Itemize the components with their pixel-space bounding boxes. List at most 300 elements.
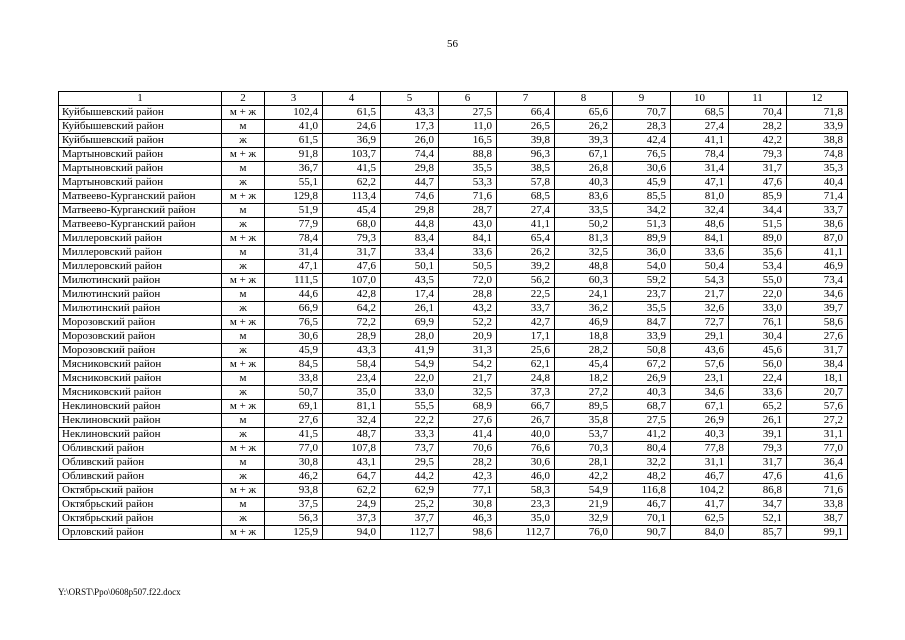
value-cell: 45,9 bbox=[613, 176, 671, 190]
value-cell: 37,5 bbox=[265, 498, 323, 512]
value-cell: 65,4 bbox=[497, 232, 555, 246]
value-cell: 18,2 bbox=[555, 372, 613, 386]
value-cell: 33,7 bbox=[497, 302, 555, 316]
value-cell: 129,8 bbox=[265, 190, 323, 204]
value-cell: 90,7 bbox=[613, 526, 671, 540]
value-cell: 59,2 bbox=[613, 274, 671, 288]
column-header-7: 7 bbox=[497, 92, 555, 106]
district-name-cell: Неклиновский район bbox=[59, 428, 222, 442]
table-row bbox=[59, 218, 848, 232]
value-cell: 38,4 bbox=[787, 358, 848, 372]
table-row bbox=[59, 302, 848, 316]
value-cell: 39,7 bbox=[787, 302, 848, 316]
value-cell: 68,5 bbox=[671, 106, 729, 120]
value-cell: 36,2 bbox=[555, 302, 613, 316]
value-cell: 46,9 bbox=[555, 316, 613, 330]
column-header-1: 1 bbox=[59, 92, 222, 106]
value-cell: 77,0 bbox=[265, 442, 323, 456]
sex-cell: м bbox=[222, 204, 265, 218]
value-cell: 34,6 bbox=[671, 386, 729, 400]
value-cell: 86,8 bbox=[729, 484, 787, 498]
value-cell: 77,9 bbox=[265, 218, 323, 232]
value-cell: 57,8 bbox=[497, 176, 555, 190]
value-cell: 45,6 bbox=[729, 344, 787, 358]
value-cell: 33,6 bbox=[671, 246, 729, 260]
district-name-cell: Миллеровский район bbox=[59, 260, 222, 274]
value-cell: 42,4 bbox=[613, 134, 671, 148]
column-header-12: 12 bbox=[787, 92, 848, 106]
value-cell: 27,4 bbox=[671, 120, 729, 134]
sex-cell: ж bbox=[222, 260, 265, 274]
value-cell: 38,8 bbox=[787, 134, 848, 148]
district-name-cell: Куйбышевский район bbox=[59, 120, 222, 134]
column-header-4: 4 bbox=[323, 92, 381, 106]
value-cell: 28,7 bbox=[439, 204, 497, 218]
table-row bbox=[59, 204, 848, 218]
value-cell: 55,1 bbox=[265, 176, 323, 190]
value-cell: 76,6 bbox=[497, 442, 555, 456]
district-name-cell: Октябрьский район bbox=[59, 498, 222, 512]
value-cell: 40,4 bbox=[787, 176, 848, 190]
value-cell: 67,1 bbox=[671, 400, 729, 414]
value-cell: 47,6 bbox=[729, 470, 787, 484]
value-cell: 22,4 bbox=[729, 372, 787, 386]
value-cell: 58,6 bbox=[787, 316, 848, 330]
value-cell: 56,0 bbox=[729, 358, 787, 372]
value-cell: 24,9 bbox=[323, 498, 381, 512]
value-cell: 22,0 bbox=[381, 372, 439, 386]
value-cell: 67,1 bbox=[555, 148, 613, 162]
sex-cell: м bbox=[222, 414, 265, 428]
table-row bbox=[59, 316, 848, 330]
sex-cell: м bbox=[222, 288, 265, 302]
value-cell: 57,6 bbox=[787, 400, 848, 414]
value-cell: 44,2 bbox=[381, 470, 439, 484]
value-cell: 46,0 bbox=[497, 470, 555, 484]
value-cell: 27,2 bbox=[555, 386, 613, 400]
column-header-6: 6 bbox=[439, 92, 497, 106]
sex-cell: м bbox=[222, 372, 265, 386]
sex-cell: ж bbox=[222, 512, 265, 526]
value-cell: 99,1 bbox=[787, 526, 848, 540]
value-cell: 45,4 bbox=[555, 358, 613, 372]
value-cell: 51,3 bbox=[613, 218, 671, 232]
table-row bbox=[59, 162, 848, 176]
value-cell: 94,0 bbox=[323, 526, 381, 540]
value-cell: 46,7 bbox=[671, 470, 729, 484]
value-cell: 16,5 bbox=[439, 134, 497, 148]
column-header-5: 5 bbox=[381, 92, 439, 106]
value-cell: 43,3 bbox=[381, 106, 439, 120]
value-cell: 44,6 bbox=[265, 288, 323, 302]
value-cell: 27,2 bbox=[787, 414, 848, 428]
value-cell: 17,4 bbox=[381, 288, 439, 302]
value-cell: 33,4 bbox=[381, 246, 439, 260]
value-cell: 31,7 bbox=[729, 162, 787, 176]
value-cell: 36,0 bbox=[613, 246, 671, 260]
value-cell: 33,7 bbox=[787, 204, 848, 218]
sex-cell: м + ж bbox=[222, 148, 265, 162]
value-cell: 77,8 bbox=[671, 442, 729, 456]
sex-cell: м + ж bbox=[222, 232, 265, 246]
value-cell: 32,4 bbox=[671, 204, 729, 218]
value-cell: 104,2 bbox=[671, 484, 729, 498]
value-cell: 33,3 bbox=[381, 428, 439, 442]
value-cell: 11,0 bbox=[439, 120, 497, 134]
district-name-cell: Обливский район bbox=[59, 442, 222, 456]
value-cell: 45,9 bbox=[265, 344, 323, 358]
value-cell: 18,8 bbox=[555, 330, 613, 344]
value-cell: 17,3 bbox=[381, 120, 439, 134]
value-cell: 50,8 bbox=[613, 344, 671, 358]
value-cell: 22,5 bbox=[497, 288, 555, 302]
value-cell: 79,3 bbox=[729, 442, 787, 456]
district-name-cell: Мясниковский район bbox=[59, 372, 222, 386]
value-cell: 41,1 bbox=[497, 218, 555, 232]
table-row bbox=[59, 400, 848, 414]
value-cell: 41,4 bbox=[439, 428, 497, 442]
value-cell: 25,6 bbox=[497, 344, 555, 358]
table-row bbox=[59, 428, 848, 442]
value-cell: 81,0 bbox=[671, 190, 729, 204]
value-cell: 113,4 bbox=[323, 190, 381, 204]
district-name-cell: Мартыновский район bbox=[59, 148, 222, 162]
value-cell: 46,3 bbox=[439, 512, 497, 526]
sex-cell: ж bbox=[222, 428, 265, 442]
value-cell: 40,0 bbox=[497, 428, 555, 442]
value-cell: 26,7 bbox=[497, 414, 555, 428]
value-cell: 52,2 bbox=[439, 316, 497, 330]
value-cell: 61,5 bbox=[323, 106, 381, 120]
value-cell: 26,9 bbox=[671, 414, 729, 428]
value-cell: 87,0 bbox=[787, 232, 848, 246]
value-cell: 68,7 bbox=[613, 400, 671, 414]
value-cell: 43,5 bbox=[381, 274, 439, 288]
value-cell: 79,3 bbox=[323, 232, 381, 246]
value-cell: 55,0 bbox=[729, 274, 787, 288]
value-cell: 69,9 bbox=[381, 316, 439, 330]
district-name-cell: Миллеровский район bbox=[59, 232, 222, 246]
value-cell: 29,5 bbox=[381, 456, 439, 470]
value-cell: 40,3 bbox=[555, 176, 613, 190]
footer-file-path: Y:\ORST\Ppo\0608p507.f22.docx bbox=[58, 587, 181, 597]
district-name-cell: Матвеево-Курганский район bbox=[59, 204, 222, 218]
value-cell: 31,4 bbox=[671, 162, 729, 176]
value-cell: 24,8 bbox=[497, 372, 555, 386]
value-cell: 38,6 bbox=[787, 218, 848, 232]
value-cell: 43,2 bbox=[439, 302, 497, 316]
value-cell: 31,7 bbox=[729, 456, 787, 470]
sex-cell: м bbox=[222, 498, 265, 512]
table-row bbox=[59, 470, 848, 484]
value-cell: 77,0 bbox=[787, 442, 848, 456]
table-row bbox=[59, 330, 848, 344]
district-name-cell: Обливский район bbox=[59, 456, 222, 470]
value-cell: 96,3 bbox=[497, 148, 555, 162]
value-cell: 24,6 bbox=[323, 120, 381, 134]
value-cell: 85,7 bbox=[729, 526, 787, 540]
value-cell: 66,4 bbox=[497, 106, 555, 120]
value-cell: 41,7 bbox=[671, 498, 729, 512]
value-cell: 31,4 bbox=[265, 246, 323, 260]
value-cell: 50,5 bbox=[439, 260, 497, 274]
table-row bbox=[59, 176, 848, 190]
value-cell: 41,1 bbox=[671, 134, 729, 148]
sex-cell: м + ж bbox=[222, 484, 265, 498]
value-cell: 35,5 bbox=[439, 162, 497, 176]
value-cell: 60,3 bbox=[555, 274, 613, 288]
table-row bbox=[59, 414, 848, 428]
value-cell: 89,5 bbox=[555, 400, 613, 414]
value-cell: 111,5 bbox=[265, 274, 323, 288]
value-cell: 35,8 bbox=[555, 414, 613, 428]
value-cell: 27,5 bbox=[439, 106, 497, 120]
value-cell: 51,9 bbox=[265, 204, 323, 218]
district-name-cell: Морозовский район bbox=[59, 316, 222, 330]
value-cell: 30,6 bbox=[613, 162, 671, 176]
value-cell: 43,6 bbox=[671, 344, 729, 358]
district-name-cell: Мясниковский район bbox=[59, 358, 222, 372]
value-cell: 56,2 bbox=[497, 274, 555, 288]
value-cell: 32,5 bbox=[439, 386, 497, 400]
value-cell: 35,6 bbox=[729, 246, 787, 260]
column-header-9: 9 bbox=[613, 92, 671, 106]
value-cell: 73,4 bbox=[787, 274, 848, 288]
value-cell: 70,4 bbox=[729, 106, 787, 120]
value-cell: 54,2 bbox=[439, 358, 497, 372]
value-cell: 81,3 bbox=[555, 232, 613, 246]
district-name-cell: Неклиновский район bbox=[59, 400, 222, 414]
table-row bbox=[59, 246, 848, 260]
value-cell: 66,9 bbox=[265, 302, 323, 316]
value-cell: 18,1 bbox=[787, 372, 848, 386]
value-cell: 46,7 bbox=[613, 498, 671, 512]
value-cell: 34,6 bbox=[787, 288, 848, 302]
value-cell: 71,6 bbox=[787, 484, 848, 498]
value-cell: 39,8 bbox=[497, 134, 555, 148]
district-name-cell: Обливский район bbox=[59, 470, 222, 484]
value-cell: 68,9 bbox=[439, 400, 497, 414]
value-cell: 30,6 bbox=[265, 330, 323, 344]
sex-cell: м + ж bbox=[222, 358, 265, 372]
value-cell: 17,1 bbox=[497, 330, 555, 344]
value-cell: 37,7 bbox=[381, 512, 439, 526]
sex-cell: м + ж bbox=[222, 274, 265, 288]
value-cell: 47,1 bbox=[265, 260, 323, 274]
table-row bbox=[59, 120, 848, 134]
value-cell: 80,4 bbox=[613, 442, 671, 456]
value-cell: 34,2 bbox=[613, 204, 671, 218]
value-cell: 31,3 bbox=[439, 344, 497, 358]
value-cell: 22,2 bbox=[381, 414, 439, 428]
header-row bbox=[59, 92, 848, 106]
value-cell: 26,9 bbox=[613, 372, 671, 386]
table-row bbox=[59, 358, 848, 372]
value-cell: 46,9 bbox=[787, 260, 848, 274]
table-row bbox=[59, 484, 848, 498]
value-cell: 48,6 bbox=[671, 218, 729, 232]
value-cell: 26,1 bbox=[381, 302, 439, 316]
table-row bbox=[59, 386, 848, 400]
value-cell: 29,8 bbox=[381, 162, 439, 176]
district-name-cell: Куйбышевский район bbox=[59, 134, 222, 148]
value-cell: 88,8 bbox=[439, 148, 497, 162]
value-cell: 48,2 bbox=[613, 470, 671, 484]
table-row bbox=[59, 274, 848, 288]
value-cell: 36,7 bbox=[265, 162, 323, 176]
value-cell: 77,1 bbox=[439, 484, 497, 498]
value-cell: 50,2 bbox=[555, 218, 613, 232]
value-cell: 85,9 bbox=[729, 190, 787, 204]
value-cell: 42,7 bbox=[497, 316, 555, 330]
value-cell: 64,2 bbox=[323, 302, 381, 316]
table-body bbox=[59, 106, 848, 540]
value-cell: 66,7 bbox=[497, 400, 555, 414]
value-cell: 24,1 bbox=[555, 288, 613, 302]
sex-cell: ж bbox=[222, 344, 265, 358]
value-cell: 73,7 bbox=[381, 442, 439, 456]
district-name-cell: Матвеево-Курганский район bbox=[59, 218, 222, 232]
district-name-cell: Морозовский район bbox=[59, 330, 222, 344]
value-cell: 70,7 bbox=[613, 106, 671, 120]
value-cell: 50,4 bbox=[671, 260, 729, 274]
value-cell: 21,9 bbox=[555, 498, 613, 512]
value-cell: 81,1 bbox=[323, 400, 381, 414]
value-cell: 70,3 bbox=[555, 442, 613, 456]
value-cell: 38,7 bbox=[787, 512, 848, 526]
table-row bbox=[59, 456, 848, 470]
value-cell: 41,6 bbox=[787, 470, 848, 484]
value-cell: 84,7 bbox=[613, 316, 671, 330]
value-cell: 79,3 bbox=[729, 148, 787, 162]
value-cell: 26,5 bbox=[497, 120, 555, 134]
value-cell: 40,3 bbox=[671, 428, 729, 442]
value-cell: 64,7 bbox=[323, 470, 381, 484]
value-cell: 48,8 bbox=[555, 260, 613, 274]
value-cell: 78,4 bbox=[671, 148, 729, 162]
value-cell: 53,3 bbox=[439, 176, 497, 190]
value-cell: 54,0 bbox=[613, 260, 671, 274]
value-cell: 36,9 bbox=[323, 134, 381, 148]
sex-cell: м bbox=[222, 120, 265, 134]
value-cell: 107,8 bbox=[323, 442, 381, 456]
value-cell: 78,4 bbox=[265, 232, 323, 246]
value-cell: 26,2 bbox=[497, 246, 555, 260]
sex-cell: м bbox=[222, 246, 265, 260]
value-cell: 44,8 bbox=[381, 218, 439, 232]
sex-cell: ж bbox=[222, 386, 265, 400]
value-cell: 47,6 bbox=[323, 260, 381, 274]
value-cell: 28,9 bbox=[323, 330, 381, 344]
value-cell: 42,8 bbox=[323, 288, 381, 302]
value-cell: 67,2 bbox=[613, 358, 671, 372]
district-name-cell: Миллеровский район bbox=[59, 246, 222, 260]
value-cell: 26,8 bbox=[555, 162, 613, 176]
value-cell: 32,2 bbox=[613, 456, 671, 470]
value-cell: 41,2 bbox=[613, 428, 671, 442]
value-cell: 89,0 bbox=[729, 232, 787, 246]
value-cell: 74,4 bbox=[381, 148, 439, 162]
value-cell: 50,1 bbox=[381, 260, 439, 274]
value-cell: 33,0 bbox=[381, 386, 439, 400]
value-cell: 31,7 bbox=[323, 246, 381, 260]
value-cell: 112,7 bbox=[497, 526, 555, 540]
value-cell: 31,7 bbox=[787, 344, 848, 358]
value-cell: 91,8 bbox=[265, 148, 323, 162]
value-cell: 42,3 bbox=[439, 470, 497, 484]
table-row bbox=[59, 442, 848, 456]
value-cell: 26,2 bbox=[555, 120, 613, 134]
sex-cell: ж bbox=[222, 134, 265, 148]
value-cell: 29,8 bbox=[381, 204, 439, 218]
district-name-cell: Матвеево-Курганский район bbox=[59, 190, 222, 204]
table-row bbox=[59, 526, 848, 540]
value-cell: 32,4 bbox=[323, 414, 381, 428]
value-cell: 37,3 bbox=[323, 512, 381, 526]
value-cell: 74,8 bbox=[787, 148, 848, 162]
value-cell: 58,4 bbox=[323, 358, 381, 372]
value-cell: 32,5 bbox=[555, 246, 613, 260]
value-cell: 39,2 bbox=[497, 260, 555, 274]
value-cell: 112,7 bbox=[381, 526, 439, 540]
value-cell: 30,4 bbox=[729, 330, 787, 344]
value-cell: 42,2 bbox=[555, 470, 613, 484]
sex-cell: м + ж bbox=[222, 106, 265, 120]
value-cell: 84,1 bbox=[439, 232, 497, 246]
value-cell: 116,8 bbox=[613, 484, 671, 498]
value-cell: 33,8 bbox=[265, 372, 323, 386]
value-cell: 33,0 bbox=[729, 302, 787, 316]
statistics-table bbox=[58, 91, 848, 540]
sex-cell: ж bbox=[222, 302, 265, 316]
value-cell: 61,5 bbox=[265, 134, 323, 148]
value-cell: 76,5 bbox=[613, 148, 671, 162]
value-cell: 33,9 bbox=[787, 120, 848, 134]
sex-cell: м + ж bbox=[222, 526, 265, 540]
sex-cell: м bbox=[222, 162, 265, 176]
value-cell: 28,1 bbox=[555, 456, 613, 470]
value-cell: 33,9 bbox=[613, 330, 671, 344]
value-cell: 33,6 bbox=[439, 246, 497, 260]
table-header bbox=[59, 92, 848, 106]
district-name-cell: Милютинский район bbox=[59, 288, 222, 302]
value-cell: 107,0 bbox=[323, 274, 381, 288]
value-cell: 70,1 bbox=[613, 512, 671, 526]
value-cell: 44,7 bbox=[381, 176, 439, 190]
value-cell: 27,6 bbox=[787, 330, 848, 344]
value-cell: 28,3 bbox=[613, 120, 671, 134]
table-row bbox=[59, 190, 848, 204]
value-cell: 41,5 bbox=[265, 428, 323, 442]
value-cell: 69,1 bbox=[265, 400, 323, 414]
district-name-cell: Милютинский район bbox=[59, 274, 222, 288]
table-row bbox=[59, 106, 848, 120]
table-row bbox=[59, 512, 848, 526]
value-cell: 28,2 bbox=[555, 344, 613, 358]
district-name-cell: Октябрьский район bbox=[59, 512, 222, 526]
value-cell: 23,1 bbox=[671, 372, 729, 386]
value-cell: 47,6 bbox=[729, 176, 787, 190]
table-row bbox=[59, 134, 848, 148]
value-cell: 41,5 bbox=[323, 162, 381, 176]
value-cell: 27,6 bbox=[439, 414, 497, 428]
table-row bbox=[59, 148, 848, 162]
value-cell: 32,6 bbox=[671, 302, 729, 316]
value-cell: 39,3 bbox=[555, 134, 613, 148]
table-row bbox=[59, 260, 848, 274]
value-cell: 22,0 bbox=[729, 288, 787, 302]
value-cell: 62,9 bbox=[381, 484, 439, 498]
